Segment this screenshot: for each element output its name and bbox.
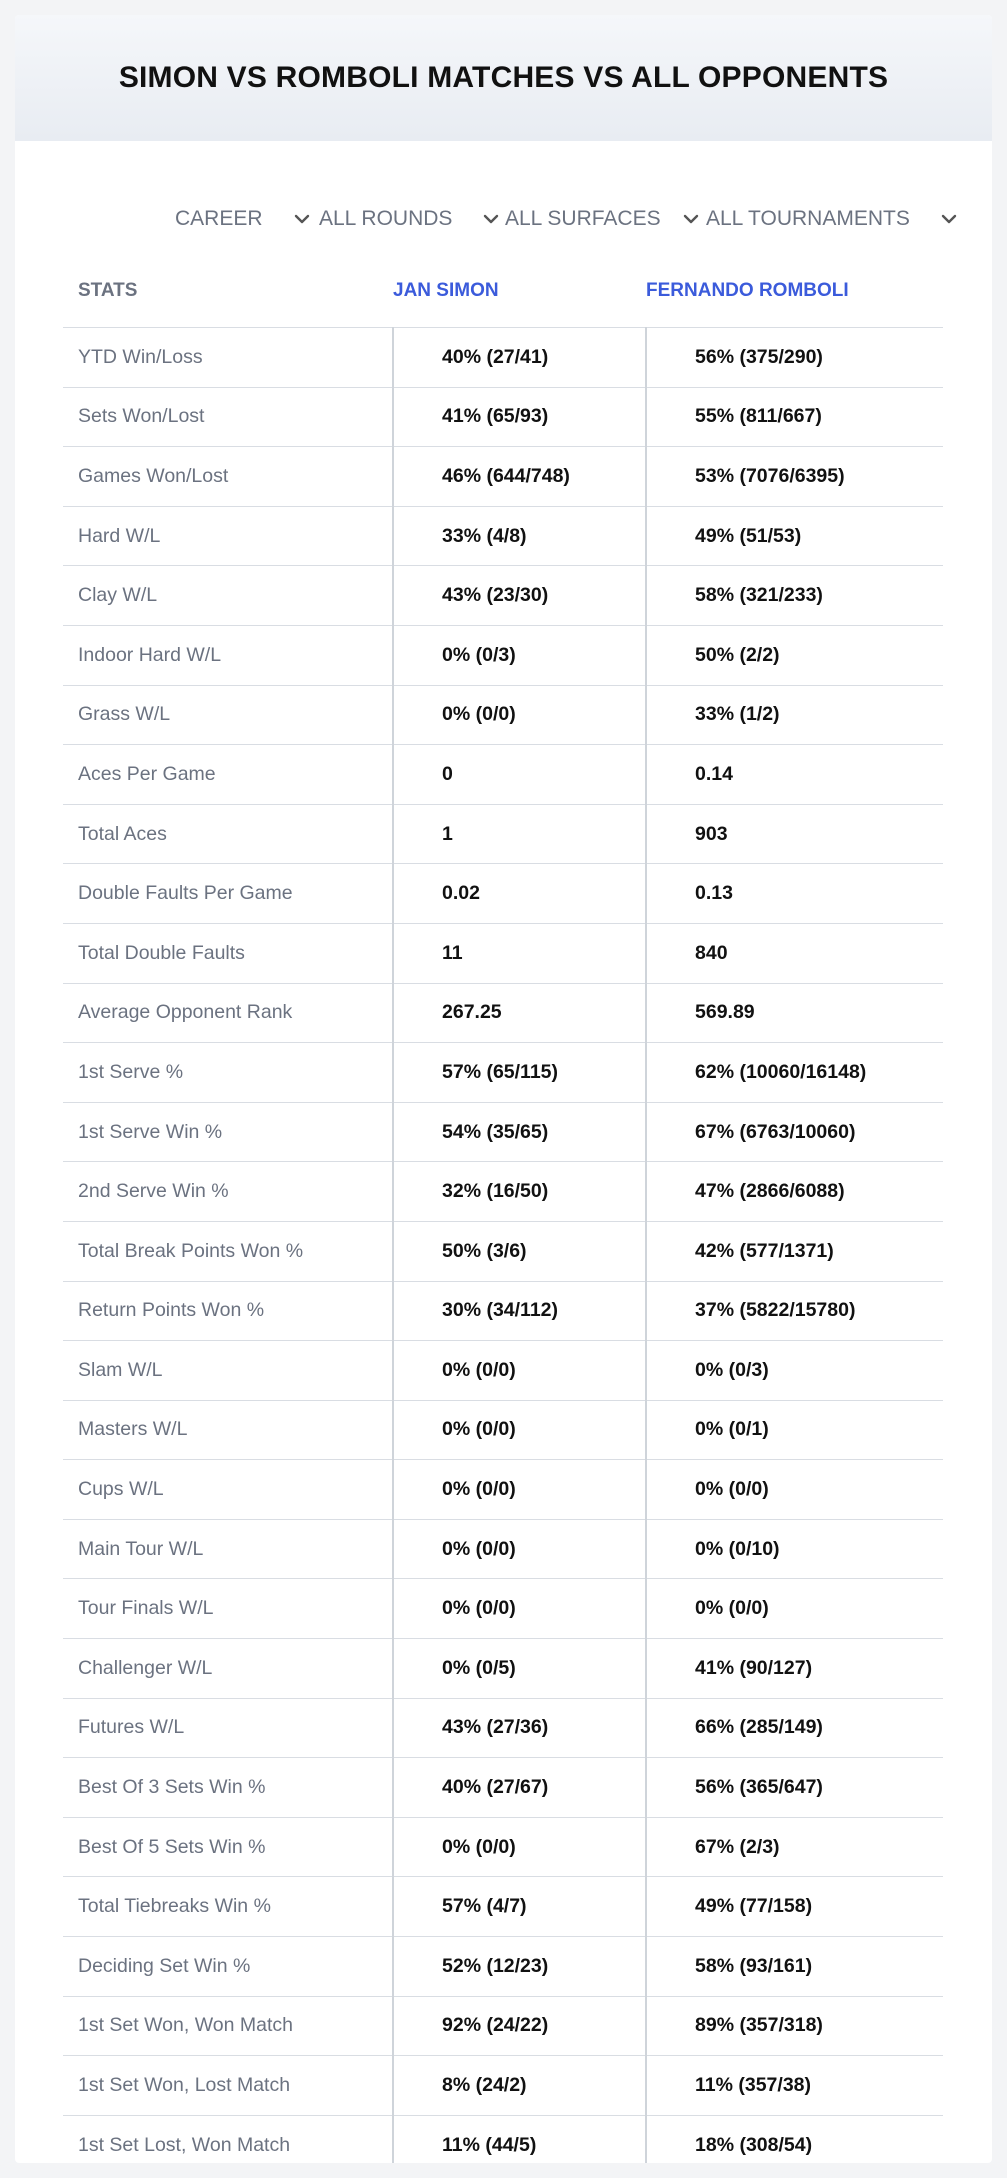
table-row [63,1579,943,1639]
table-row [63,1758,943,1818]
stat-label: Cups W/L [78,1478,164,1501]
stat-label: YTD Win/Loss [78,345,203,368]
table-body [63,328,943,2163]
stat-label: 1st Serve % [78,1060,184,1083]
chevron-down-icon [481,209,501,229]
player2-value: 67% (6763/10060) [695,1120,856,1143]
player1-value: 267.25 [442,1001,502,1024]
player1-value: 52% (12/23) [442,1954,549,1977]
filter-bar [15,191,992,247]
table-row [63,2056,943,2116]
player2-value: 50% (2/2) [695,643,780,666]
player1-value: 0% (0/5) [442,1656,516,1679]
player2-value: 33% (1/2) [695,703,780,726]
table-row [63,864,943,924]
table-row [63,1997,943,2057]
filter-label: ALL ROUNDS [319,207,453,230]
player1-value: 0% (0/0) [442,1478,516,1501]
player1-value: 57% (4/7) [442,1895,527,1918]
player2-value: 58% (321/233) [695,584,823,607]
stat-label: Sets Won/Lost [78,405,205,428]
stat-label: Main Tour W/L [78,1537,204,1560]
stat-label: Challenger W/L [78,1656,213,1679]
column-divider [645,327,647,2163]
player1-value: 0% (0/0) [442,1835,516,1858]
player1-value: 50% (3/6) [442,1239,527,1262]
table-row [63,1103,943,1163]
table-row [63,1520,943,1580]
chevron-down-icon [681,209,701,229]
player2-value: 62% (10060/16148) [695,1060,867,1083]
table-header [63,255,943,328]
table-row [63,1401,943,1461]
table-row [63,1162,943,1222]
player2-value: 11% (357/38) [695,2074,812,2097]
stat-label: Indoor Hard W/L [78,643,222,666]
player2-value: 67% (2/3) [695,1835,780,1858]
player2-value: 49% (51/53) [695,524,802,547]
chevron-down-icon [292,209,312,229]
stat-label: Average Opponent Rank [78,1001,293,1024]
table-row [63,626,943,686]
player1-value: 8% (24/2) [442,2074,527,2097]
player1-value: 0 [442,762,453,785]
stat-label: Masters W/L [78,1418,188,1441]
stat-label: Total Break Points Won % [78,1239,304,1262]
player1-value: 54% (35/65) [442,1120,549,1143]
table-row [63,686,943,746]
chevron-down-icon [939,209,959,229]
table-row [63,1222,943,1282]
filter-label: ALL SURFACES [505,207,661,230]
player2-value: 89% (357/318) [695,2014,823,2037]
table-row [63,507,943,567]
column-divider [392,327,394,2163]
stat-label: Futures W/L [78,1716,185,1739]
stats-card [15,15,992,2163]
table-row [63,1460,943,1520]
stat-label: Total Double Faults [78,941,245,964]
table-row [63,1282,943,1342]
player2-value: 0% (0/0) [695,1478,769,1501]
stat-label: 1st Set Lost, Won Match [78,2133,291,2156]
player2-value: 0% (0/0) [695,1597,769,1620]
stat-label: 2nd Serve Win % [78,1180,229,1203]
player1-value: 0% (0/0) [442,1358,516,1381]
player2-value: 0% (0/3) [695,1358,769,1381]
player1-value: 0% (0/3) [442,643,516,666]
player1-value: 0.02 [442,882,480,905]
table-row [63,566,943,626]
stat-label: Hard W/L [78,524,161,547]
table-row [63,1699,943,1759]
player2-value: 569.89 [695,1001,755,1024]
player2-value: 56% (365/647) [695,1776,823,1799]
stat-label: Clay W/L [78,584,158,607]
stat-label: Return Points Won % [78,1299,265,1322]
player1-value: 40% (27/67) [442,1776,549,1799]
player2-value: 42% (577/1371) [695,1239,834,1262]
player1-value: 0% (0/0) [442,1537,516,1560]
filter-surfaces[interactable] [505,191,701,247]
table-row [63,1937,943,1997]
player2-value: 66% (285/149) [695,1716,823,1739]
stat-label: 1st Serve Win % [78,1120,223,1143]
table-row [63,1818,943,1878]
filter-label: ALL TOURNAMENTS [706,207,910,230]
stat-label: Total Aces [78,822,167,845]
player2-value: 49% (77/158) [695,1895,813,1918]
player1-value: 46% (644/748) [442,464,570,487]
filter-tournaments[interactable] [706,191,960,247]
table-row [63,745,943,805]
player1-value: 32% (16/50) [442,1180,549,1203]
stat-label: Grass W/L [78,703,171,726]
column-header-stats: STATS [78,280,138,301]
table-row [63,447,943,507]
player1-value: 57% (65/115) [442,1060,559,1083]
player1-value: 1 [442,822,453,845]
table-row [63,924,943,984]
stat-label: Best Of 5 Sets Win % [78,1835,266,1858]
page-title: SIMON VS ROMBOLI MATCHES VS ALL OPPONENTS [118,61,889,94]
player2-value: 55% (811/667) [695,405,822,428]
table-row [63,1043,943,1103]
card-header [15,15,992,141]
player1-value: 11 [442,941,463,964]
player2-value: 56% (375/290) [695,345,823,368]
player1-value: 0% (0/0) [442,1418,516,1441]
player2-value: 903 [695,822,728,845]
player1-value: 43% (27/36) [442,1716,549,1739]
player1-value: 11% (44/5) [442,2133,537,2156]
player1-value: 92% (24/22) [442,2014,549,2037]
filter-career[interactable] [175,191,311,247]
stat-label: Deciding Set Win % [78,1954,251,1977]
player1-value: 40% (27/41) [442,345,549,368]
player1-value: 0% (0/0) [442,1597,516,1620]
table-row [63,328,943,388]
player2-value: 53% (7076/6395) [695,464,845,487]
stats-table [63,255,943,2163]
player2-value: 37% (5822/15780) [695,1299,856,1322]
table-row [63,2116,943,2163]
table-row [63,984,943,1044]
player2-value: 41% (90/127) [695,1656,813,1679]
stat-label: Best Of 3 Sets Win % [78,1776,266,1799]
player1-value: 0% (0/0) [442,703,516,726]
player2-value: 47% (2866/6088) [695,1180,845,1203]
stat-label: Tour Finals W/L [78,1597,214,1620]
table-row [63,1341,943,1401]
player2-value: 58% (93/161) [695,1954,813,1977]
stat-label: Total Tiebreaks Win % [78,1895,271,1918]
player2-value: 0% (0/10) [695,1537,780,1560]
stat-label: 1st Set Won, Won Match [78,2014,293,2037]
table-row [63,1639,943,1699]
column-header-player2[interactable]: FERNANDO ROMBOLI [646,280,849,301]
table-row [63,388,943,448]
table-row [63,1877,943,1937]
stat-label: Double Faults Per Game [78,882,293,905]
player1-value: 30% (34/112) [442,1299,559,1322]
stat-label: 1st Set Won, Lost Match [78,2074,291,2097]
filter-rounds[interactable] [319,191,501,247]
player2-value: 0.13 [695,882,733,905]
player2-value: 0.14 [695,762,733,785]
stat-label: Games Won/Lost [78,464,229,487]
stat-label: Aces Per Game [78,762,216,785]
player1-value: 43% (23/30) [442,584,549,607]
player1-value: 33% (4/8) [442,524,527,547]
player2-value: 840 [695,941,728,964]
stat-label: Slam W/L [78,1358,163,1381]
player2-value: 18% (308/54) [695,2133,813,2156]
player1-value: 41% (65/93) [442,405,549,428]
column-header-player1[interactable]: JAN SIMON [393,280,499,301]
filter-label: CAREER [175,207,263,230]
table-row [63,805,943,865]
player2-value: 0% (0/1) [695,1418,769,1441]
